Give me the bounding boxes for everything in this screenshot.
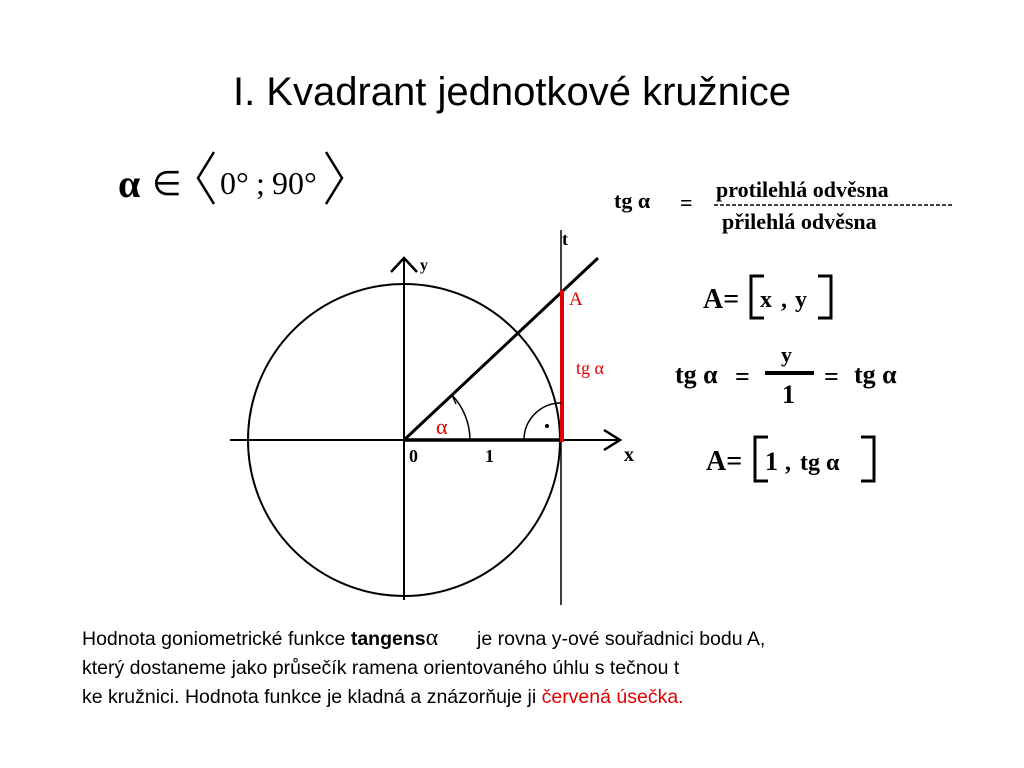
- y-axis-label: y: [420, 257, 428, 274]
- derivation-lhs: tg α: [675, 360, 718, 389]
- point-a-marker-label: A: [569, 289, 583, 310]
- condition-alpha: α: [118, 161, 141, 206]
- paragraph-part-2: je rovna y-ové souřadnici bodu A,: [471, 628, 766, 650]
- point-a-result-right-bracket: [861, 437, 874, 481]
- angle-ray: [404, 258, 598, 440]
- right-angle-bracket: [326, 152, 342, 204]
- definition-numerator: protilehlá odvěsna: [716, 177, 889, 202]
- derivation-numerator: y: [781, 342, 792, 367]
- point-a-result-x: 1: [765, 447, 778, 476]
- point-a-y: y: [795, 287, 807, 313]
- point-a-result-label: A=: [706, 446, 743, 477]
- derivation-rhs: tg α: [854, 360, 897, 389]
- paragraph-bold-tangens: tangens: [350, 628, 426, 650]
- derivation-equals-1: =: [735, 362, 750, 391]
- interval-condition: [118, 152, 342, 206]
- tangent-label: t: [562, 229, 568, 249]
- point-a-result-comma: ,: [785, 450, 791, 476]
- point-a-right-bracket: [818, 276, 831, 318]
- point-a-coordinates: [703, 276, 831, 318]
- left-angle-bracket: [198, 152, 214, 204]
- paragraph-line-3-start: ke kružnici. Hodnota funkce je kladná a znázorňuje ji: [82, 686, 542, 708]
- derivation-equals-2: =: [824, 362, 839, 391]
- definition-denominator: přilehlá odvěsna: [722, 209, 877, 234]
- definition-lhs: tg α: [614, 188, 651, 213]
- x-axis-label: x: [624, 444, 634, 466]
- right-angle-arc: [524, 403, 561, 440]
- paragraph-line-2: který dostaneme jako průsečík ramena orientovaného úhlu s tečnou t: [82, 657, 680, 679]
- unit-circle-diagram: [230, 229, 634, 605]
- angle-label: α: [436, 414, 448, 439]
- condition-lower: 0°: [220, 165, 249, 201]
- derivation-denominator: 1: [782, 380, 795, 409]
- point-a-result-y: tg α: [800, 450, 840, 476]
- point-a-comma: ,: [781, 287, 787, 313]
- condition-upper: 90°: [272, 165, 317, 201]
- tangent-definition: [614, 177, 954, 234]
- slide-title: I. Kvadrant jednotkové kružnice: [232, 70, 792, 114]
- origin-label: 0: [409, 446, 418, 466]
- tangent-derivation: [675, 342, 897, 409]
- definition-equals: =: [680, 190, 693, 215]
- point-a-label: A=: [703, 284, 740, 315]
- one-label: 1: [485, 446, 494, 466]
- condition-separator: ;: [256, 165, 265, 201]
- explanation-paragraph: [82, 624, 982, 712]
- alpha-arc-arrow: [446, 395, 456, 404]
- paragraph-part-1: Hodnota goniometrické funkce: [82, 628, 351, 650]
- tangent-segment-label: tg α: [576, 358, 604, 378]
- paragraph-alpha: α: [425, 625, 439, 651]
- paragraph-red-text: červená úsečka.: [541, 686, 684, 708]
- point-a-x: x: [760, 287, 772, 313]
- right-angle-dot: [545, 424, 549, 428]
- point-a-result: [706, 437, 874, 481]
- condition-element-of: ∈: [152, 166, 182, 203]
